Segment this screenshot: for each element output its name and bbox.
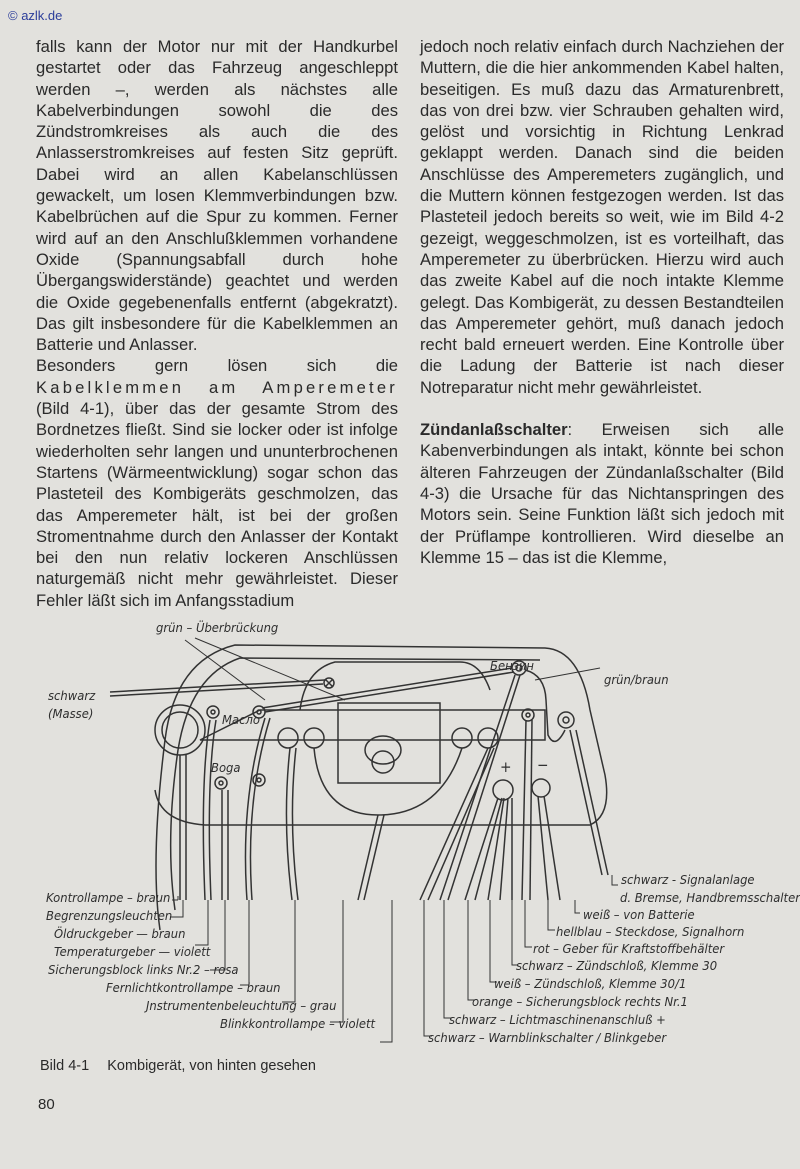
wire-label-left: Jnstrumentenbeleuchtung – grau [146,998,337,1013]
figure-caption-text: Kombigerät, von hinten gesehen [107,1058,316,1074]
label-voda: Boga [211,760,241,775]
wire-label-right: schwarz – Zündschloß, Klemme 30 [516,958,718,973]
label-ground-note: (Masse) [48,706,94,721]
paragraph [420,419,784,568]
text-run: Besonders gern lösen sich die [36,356,398,376]
watermark: © azlk.de [8,8,63,23]
wiring-diagram-figure [0,600,800,1060]
wire-label-right: weiß – Zündschloß, Klemme 30/1 [494,976,687,991]
wire-label-right: orange – Sicherungsblock rechts Nr.1 [472,994,688,1009]
figure-caption [40,1058,316,1074]
wire-label-left: Fernlichtkontrollampe – braun [106,980,281,995]
paragraph [36,355,398,611]
left-text-column [36,36,398,611]
wire-label-right: schwarz - Signalanlage [621,872,755,887]
wire-label-right: d. Bremse, Handbremsschalter [620,890,800,905]
label-bridge: grün – Überbrückung [156,620,279,635]
text-run: (Bild 4-1), über das der gesamte Strom des Bordnetzes fließt. Sind sie locker oder ist infolge wiederholten sehr langen und ununterbrochenen Startens (Wärmeentwicklung) sogar schon das Plasteteil des Kombigeräts geschmolzen, das das Amperemeter hält, ist bei der großen Stromentnahme durch den Anlasser der Kontakt bei den nun relativ lockeren Anschlüssen naturgemäß nicht mehr gewährleistet. Dieser Fehler läßt sich im Anfangsstadium [36,399,398,610]
page-number: 80 [38,1096,55,1113]
wire-label-left: Blinkkontrollampe – violett [220,1016,376,1031]
right-text-column [420,36,784,568]
wire-label-left: Temperaturgeber — violett [54,944,211,959]
wire-label-left: Kontrollampe – braun [46,890,171,905]
minus-terminal-label: − [537,756,549,774]
label-benzin: Бензин [490,658,534,673]
wire-label-left: Öldruckgeber — braun [54,926,186,941]
wire-label-right: schwarz – Lichtmaschinenanschluß + [449,1012,666,1027]
wire-label-left: Sicherungsblock links Nr.2 – rosa [48,962,239,977]
paragraph-gap [420,398,784,419]
paragraph: falls kann der Motor nur mit der Handkurbel gestartet oder das Fahrzeug angeschleppt werden –, werden als nächstes alle Kabelverbindungen sowohl die des Zündstromkreises als auch die des Anlasserstromkreises auf festen Sitz geprüft. Dabei wird an allen Kabelanschlüssen gewackelt, um losen Klemmverbindungen bzw. Kabelbrüchen auf die Spur zu kommen. Ferner wird auf an den Anschlußklemmen vorhandene Oxide (Spannungsabfall durch hohe Übergangswiderstände) geachtet und werden die Oxide gegebenenfalls entfernt (abgekratzt). Das gilt insbesondere für die Kabelklemmen an Batterie und Anlasser. [36,37,398,355]
wire-label-right: schwarz – Warnblinkschalter / Blinkgeber [428,1030,667,1045]
wire-label-right: rot – Geber für Kraftstoffbehälter [533,941,725,956]
spaced-emphasis: Kabelklemmen am Amperemeter [36,377,398,397]
label-green-brown: grün/braun [604,672,669,687]
text-run: : Erweisen sich alle Kabenverbindungen als intakt, könnte bei schon älteren Fahrzeugen der Zündanlaßschalter (Bild 4-3) die Ursache für das Nichtanspringen des Motors sein. Seine Funktion läßt sich jedoch mit der Prüflampe kontrollieren. Wird dieselbe an Klemme 15 – das ist die Klemme, [420,420,784,567]
wire-label-right: hellblau – Steckdose, Signalhorn [556,924,745,939]
label-ground: schwarz [48,688,96,703]
paragraph: jedoch noch relativ einfach durch Nachziehen der Muttern, die die hier ankommenden Kabel halten, beseitigen. Es muß dazu das Armaturenbrett, das von drei bzw. vier Schrauben gehalten wird, gelöst und vorsichtig in Richtung Lenkrad geklappt werden. Danach sind die beiden Anschlüsse des Amperemeters zugänglich, und die Muttern können festgezogen werden. Ist das Plasteteil jedoch bereits so weit, wie im Bild 4-2 gezeigt, weggeschmolzen, ist es vorteilhaft, das Amperemeter zu überbrücken. Hierzu wird auch das zweite Kabel auf die noch intakte Klemme gelegt. Das Kombigerät, zu dessen Bestandteilen das Amperemeter gehört, muß danach jedoch recht bald erneuert werden. Eine Kontrolle über die Ladung der Batterie ist nach dieser Notreparatur nicht mehr gewährleistet. [420,37,784,397]
plus-terminal-label: + [500,758,512,776]
figure-number: Bild 4-1 [40,1058,90,1074]
wire-label-left: Begrenzungsleuchten [46,908,173,923]
section-heading: Zündanlaßschalter [420,420,568,440]
wire-label-right: weiß – von Batterie [583,907,695,922]
label-maslo: Масло [222,712,260,727]
